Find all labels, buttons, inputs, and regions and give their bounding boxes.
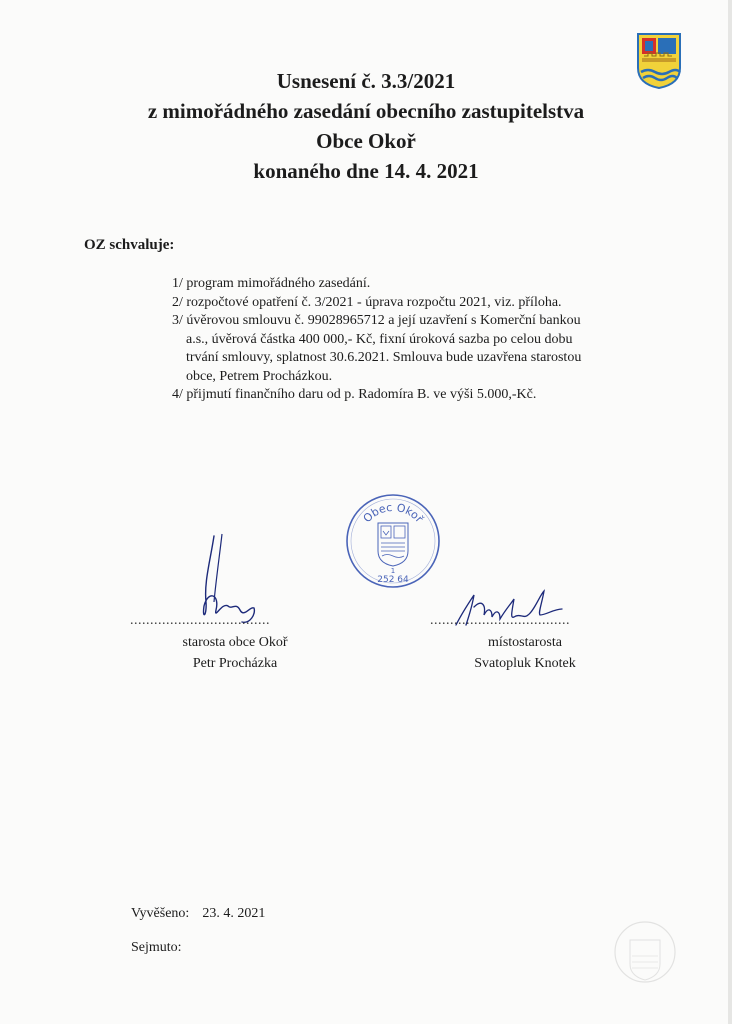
item-text: úvěrovou smlouvu č. 99028965712 a její uzavření s Komerční bankou a.s., úvěrová částka 400 000,- Kč, fixní úroková sazba po celou dobu trvání smlouvy, splatnost 30.6.2021. Smlouva bude uzavřena starostou obce, Petrem Procházkou. bbox=[186, 313, 582, 384]
title-line-4: konaného dne 14. 4. 2021 bbox=[253, 159, 479, 183]
right-signatory-name: Svatopluk Knotek bbox=[474, 656, 576, 671]
item-number: 4/ bbox=[172, 387, 183, 402]
item-text: program mimořádného zasedání. bbox=[186, 276, 371, 291]
left-signatory-role: starosta obce Okoř bbox=[182, 635, 288, 650]
signature-line-right: ................................... bbox=[430, 613, 570, 628]
faint-stamp-imprint bbox=[612, 912, 678, 994]
stamp-name: Obec Okoř bbox=[360, 500, 426, 526]
posted-label: Vyvěšeno: bbox=[131, 906, 190, 921]
posted-row bbox=[131, 906, 265, 922]
right-signatory-role: místostarosta bbox=[488, 635, 562, 650]
document-title bbox=[0, 66, 732, 186]
item-number: 2/ bbox=[172, 294, 183, 310]
title-line-2: z mimořádného zasedání obecního zastupitelstva bbox=[147, 99, 585, 123]
title-line-1: Usnesení č. 3.3/2021 bbox=[276, 69, 456, 93]
item-number: 3/ bbox=[172, 313, 183, 328]
signature-line-left: ................................... bbox=[130, 613, 270, 628]
stamp-number: 1 bbox=[390, 567, 396, 575]
item-text: přijmutí finančního daru od p. Radomíra B. ve výši 5.000,-Kč. bbox=[186, 387, 537, 402]
item-number: 1/ bbox=[172, 276, 183, 291]
stamp-code: 252 64 bbox=[377, 575, 409, 585]
signature-starosta bbox=[192, 532, 262, 624]
list-item bbox=[172, 386, 602, 405]
official-stamp bbox=[345, 493, 441, 589]
item-text: rozpočtové opatření č. 3/2021 - úprava rozpočtu 2021, viz. příloha. bbox=[186, 294, 562, 310]
list-item bbox=[172, 275, 602, 294]
list-item bbox=[172, 312, 602, 386]
left-signatory-name: Petr Procházka bbox=[192, 656, 278, 671]
posted-date: 23. 4. 2021 bbox=[202, 906, 266, 921]
section-label: OZ schvaluje: bbox=[84, 237, 175, 253]
resolution-list bbox=[172, 275, 602, 405]
title-line-3: Obce Okoř bbox=[316, 129, 416, 153]
list-item bbox=[172, 294, 602, 313]
removed-label: Sejmuto: bbox=[131, 940, 182, 955]
